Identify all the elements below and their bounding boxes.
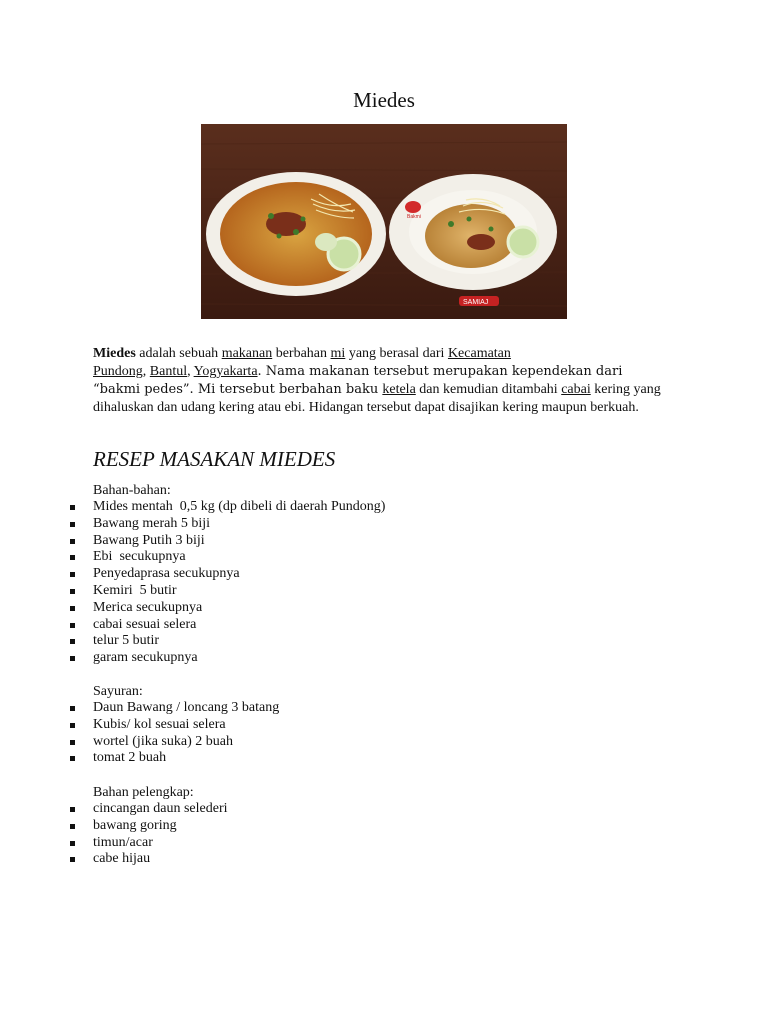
list-item: cabai sesuai selera [0, 617, 385, 634]
intro-text: , [187, 364, 194, 379]
intro-text: yang berasal dari [345, 346, 448, 361]
list-bahan [0, 499, 385, 667]
intro-text: dan kemudian ditambahi [415, 382, 562, 397]
list-item: Daun Bawang / loncang 3 batang [0, 700, 279, 717]
bullet-icon [70, 656, 75, 661]
plate-label-right: SAMIAJ [463, 299, 489, 306]
link-kecamatan[interactable]: Kecamatan [447, 346, 511, 361]
list-item: timun/acar [0, 835, 228, 852]
bullet-icon [70, 841, 75, 846]
list-item: Penyedaprasa secukupnya [0, 566, 385, 583]
list-item: Bawang merah 5 biji [0, 516, 385, 533]
bullet-icon [70, 522, 75, 527]
bullet-icon [70, 756, 75, 761]
bullet-icon [70, 639, 75, 644]
page-title: Miedes [353, 88, 415, 112]
intro-text: berbahan [272, 346, 331, 361]
list-pelengkap [0, 801, 228, 868]
bullet-icon [70, 539, 75, 544]
link-ketela[interactable]: ketela [382, 382, 416, 397]
intro-term: Miedes [93, 346, 136, 361]
bullet-icon [70, 555, 75, 560]
list-item: Ebi secukupnya [0, 549, 385, 566]
bullet-icon [70, 807, 75, 812]
link-makanan[interactable]: makanan [221, 346, 273, 361]
bullet-icon [70, 589, 75, 594]
bullet-icon [70, 572, 75, 577]
link-pundong[interactable]: Pundong [93, 364, 143, 379]
bullet-icon [70, 824, 75, 829]
section-label-pelengkap: Bahan pelengkap: [93, 785, 194, 800]
bullet-icon [70, 857, 75, 862]
bullet-icon [70, 606, 75, 611]
intro-paragraph [93, 345, 668, 417]
link-yogyakarta[interactable]: Yogyakarta [193, 364, 258, 379]
list-item: wortel (jika suka) 2 buah [0, 734, 279, 751]
list-item: garam secukupnya [0, 650, 385, 667]
list-item: Kemiri 5 butir [0, 583, 385, 600]
list-item: Merica secukupnya [0, 600, 385, 617]
list-item: Bawang Putih 3 biji [0, 533, 385, 550]
link-cabai[interactable]: cabai [561, 382, 591, 397]
list-item: bawang goring [0, 818, 228, 835]
list-item: tomat 2 buah [0, 750, 279, 767]
plate-label-left: Bakmi [407, 214, 421, 220]
section-label-bahan: Bahan-bahan: [93, 483, 171, 498]
section-label-sayuran: Sayuran: [93, 684, 143, 699]
bullet-icon [70, 623, 75, 628]
intro-text: kering yang dihaluskan dan udang kering atau ebi. Hidangan tersebut dapat disajikan kering maupun berkuah. [93, 382, 661, 415]
list-sayuran [0, 700, 279, 767]
link-mi[interactable]: mi [330, 346, 346, 361]
list-item: cabe hijau [0, 851, 228, 868]
intro-text: , [142, 364, 150, 379]
bullet-icon [70, 740, 75, 745]
list-item: Mides mentah 0,5 kg (dp dibeli di daerah Pundong) [0, 499, 385, 516]
list-item: Kubis/ kol sesuai selera [0, 717, 279, 734]
food-photo [201, 124, 567, 319]
intro-text: adalah sebuah [135, 346, 222, 361]
list-item: cincangan daun selederi [0, 801, 228, 818]
bullet-icon [70, 723, 75, 728]
bullet-icon [70, 505, 75, 510]
bullet-icon [70, 706, 75, 711]
intro-text: . Nama makanan tersebut merupakan kependekan dari “bakmi pedes”. Mi tersebut berbahan baku [93, 364, 623, 397]
recipe-heading: RESEP MASAKAN MIEDES [93, 447, 336, 471]
list-item: telur 5 butir [0, 633, 385, 650]
link-bantul[interactable]: Bantul [149, 364, 188, 379]
